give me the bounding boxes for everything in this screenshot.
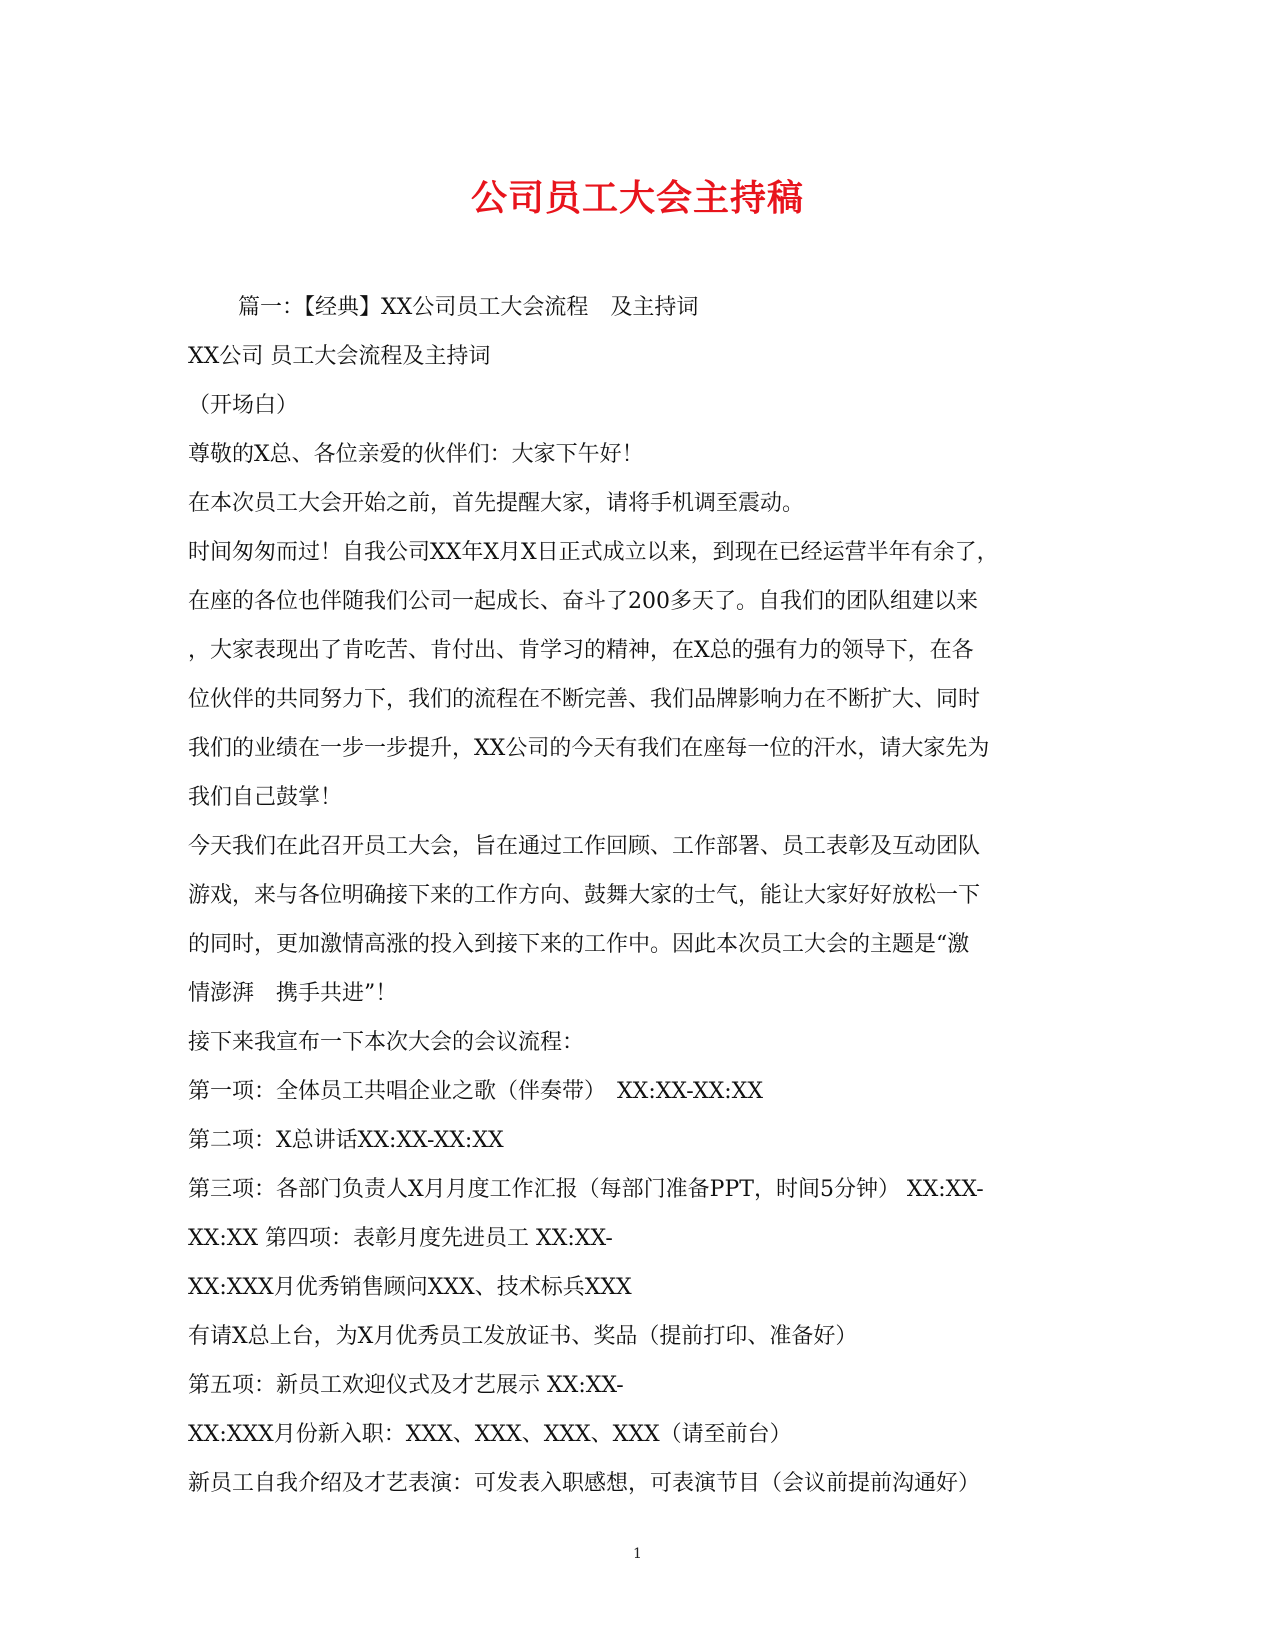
body-line: 新员工自我介绍及才艺表演：可发表入职感想，可表演节目（会议前提前沟通好） xyxy=(188,1471,981,1496)
body-line: 游戏，来与各位明确接下来的工作方向、鼓舞大家的士气，能让大家好好放松一下 xyxy=(188,883,981,908)
agenda-item: 第五项：新员工欢迎仪式及才艺展示 XX:XX- xyxy=(188,1373,624,1398)
body-line: ，大家表现出了肯吃苦、肯付出、肯学习的精神，在X总的强有力的领导下，在各 xyxy=(188,638,974,663)
agenda-item: 第三项：各部门负责人X月月度工作汇报（每部门准备PPT，时间5分钟） XX:XX- xyxy=(188,1177,984,1202)
page-number: 1 xyxy=(633,1546,642,1562)
body-line: 接下来我宣布一下本次大会的会议流程： xyxy=(188,1030,585,1055)
body-line: 位伙伴的共同努力下，我们的流程在不断完善、我们品牌影响力在不断扩大、同时 xyxy=(188,687,981,712)
body-line: 时间匆匆而过！自我公司XX年X月X日正式成立以来，到现在已经运营半年有余了， xyxy=(188,540,999,565)
agenda-item: XX:XX 第四项：表彰月度先进员工 XX:XX- xyxy=(188,1226,613,1251)
document-title: 公司员工大会主持稿 xyxy=(470,177,804,219)
body-line: 尊敬的X总、各位亲爱的伙伴们：大家下午好！ xyxy=(188,442,644,467)
body-line: XX公司 员工大会流程及主持词 xyxy=(188,344,491,369)
body-line: 有请X总上台，为X月优秀员工发放证书、奖品（提前打印、准备好） xyxy=(188,1324,858,1349)
body-line: 在本次员工大会开始之前，首先提醒大家，请将手机调至震动。 xyxy=(188,491,805,516)
body-line: 今天我们在此召开员工大会，旨在通过工作回顾、工作部署、员工表彰及互动团队 xyxy=(188,834,981,859)
body-line: XX:XXX月优秀销售顾问XXX、技术标兵XXX xyxy=(188,1275,632,1300)
body-line: 情澎湃 携手共进”！ xyxy=(188,981,398,1006)
body-line: XX:XXX月份新入职：XXX、XXX、XXX、XXX（请至前台） xyxy=(188,1422,792,1447)
document-body xyxy=(188,283,1088,1508)
agenda-item: 第二项：X总讲话XX:XX-XX:XX xyxy=(188,1128,504,1153)
agenda-item: 第一项：全体员工共唱企业之歌（伴奏带） XX:XX-XX:XX xyxy=(188,1079,763,1104)
body-line: 在座的各位也伴随我们公司一起成长、奋斗了200多天了。自我们的团队组建以来 xyxy=(188,589,978,614)
body-line: 的同时，更加激情高涨的投入到接下来的工作中。因此本次员工大会的主题是“激 xyxy=(188,932,970,957)
body-line: 我们的业绩在一步一步提升，XX公司的今天有我们在座每一位的汗水，请大家先为 xyxy=(188,736,990,761)
section-heading: 篇一：【经典】XX公司员工大会流程 及主持词 xyxy=(238,295,699,320)
body-line: （开场白） xyxy=(188,393,299,418)
body-line: 我们自己鼓掌！ xyxy=(188,785,343,810)
